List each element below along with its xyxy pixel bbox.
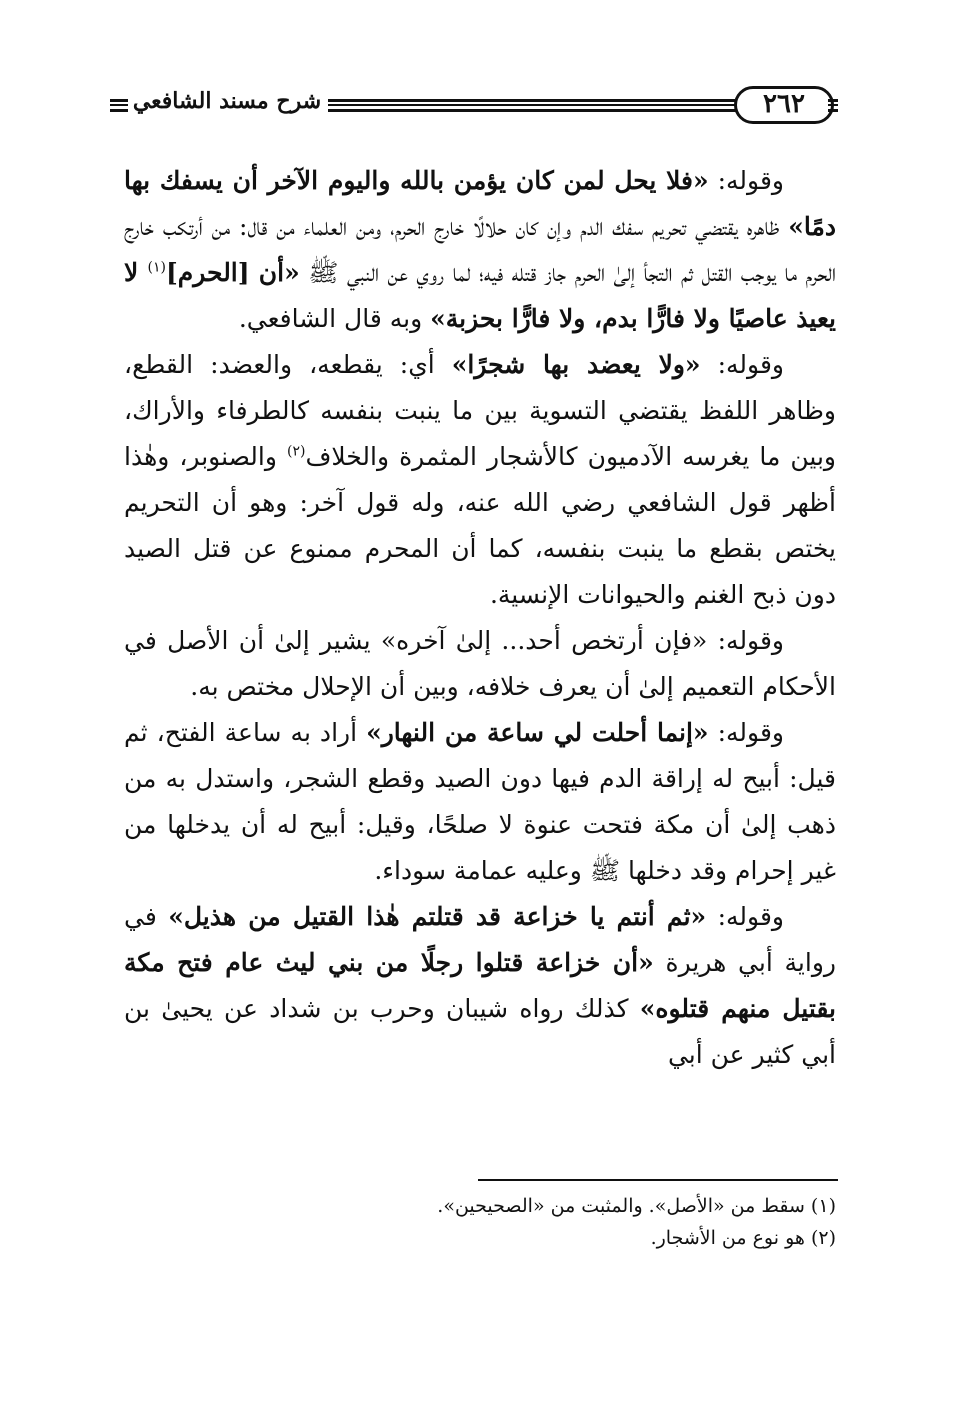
text-run: ظاهره يقتضي تحريم سفك الدم وإن كان حلالًا خارج الحرم، ومن العلماء من قال: من أرتكب خارج الحرم ما يوجب القتل ثم التجأ إلىٰ الحرم جاز قتله فيه؛ لما روي عن النبي ﷺ <box>124 212 837 287</box>
quoted-text: «فلا يحل لمن كان يؤمن بالله واليوم الآخر أن يسفك بها دمًا» <box>124 166 836 241</box>
text-run: وقوله: <box>708 166 784 195</box>
quoted-text: «أن خزاعة قتلوا رجلًا من بني ليث عام فتح مكة بقتيل منهم قتلوه» <box>124 948 836 1023</box>
book-title: شرح مسند الشافعي <box>132 88 322 114</box>
text-run: في رواية أبي هريرة <box>124 902 836 977</box>
text-run: أراد به ساعة الفتح، ثم قيل: أبيح له إراقة الدم فيها دون الصيد وقطع الشجر، واستدل به من ذهب إلىٰ أن مكة فتحت عنوة لا صلحًا، وقيل: أبيح له أن يدخلها من غير إحرام وقد دخلها ﷺ وعليه عمامة سوداء. <box>124 718 836 885</box>
footnote: (٢) هو نوع من الأشجار. <box>650 1227 836 1249</box>
quoted-text: «إنما أحلت لي ساعة من النهار» <box>366 718 709 747</box>
header-rule-right <box>828 99 838 113</box>
paragraph <box>124 710 836 894</box>
text-run: والصنوبر، وهٰذا أظهر قول الشافعي رضي الله عنه، وله قول آخر: وهو أن التحريم يختص بقطع ما ينبت بنفسه، كما أن المحرم ممنوع عن قتل الصيد دون ذبح الغنم والحيوانات الإنسية. <box>124 442 836 609</box>
footnote-separator <box>478 1179 838 1181</box>
page-header <box>110 80 838 134</box>
footnote: (١) سقط من «الأصل». والمثبت من «الصحيحين». <box>437 1195 836 1217</box>
text-run: وقوله: «فإن أرتخص أحد... إلىٰ آخره» يشير إلىٰ أن الأصل في الأحكام التعميم إلىٰ أن يعرف خلافه، وبين أن الإحلال مختص به. <box>124 626 836 701</box>
paragraph <box>124 158 836 342</box>
paragraph <box>124 342 836 618</box>
text-run: أي: يقطعه، والعضد: القطع، وظاهر اللفظ يقتضي التسوية بين ما ينبت بنفسه كالطرفاء والأراك، وبين ما يغرسه الآدميون كالأشجار المثمرة والخلاف <box>124 350 836 471</box>
footnote-marker: (١) <box>147 259 166 276</box>
text-run: وقوله: <box>700 350 784 379</box>
footnote-marker: (٢) <box>286 443 306 460</box>
paragraph <box>124 618 836 710</box>
text-run: كذلك رواه شيبان وحرب بن شداد عن يحيىٰ بن أبي كثير عن أبي <box>124 994 836 1069</box>
page-number: ٢٦٢ <box>734 86 834 124</box>
text-run: وبه قال الشافعي. <box>238 304 431 333</box>
quoted-text: «ثم أنتم يا خزاعة قد قتلتم هٰذا القتيل من هذيل» <box>168 902 707 931</box>
text-run: وقوله: <box>706 902 784 931</box>
quoted-text: «أن [الحرم] <box>165 258 300 287</box>
text-run: وقوله: <box>708 718 784 747</box>
header-rule-left <box>110 99 128 113</box>
paragraph <box>124 894 836 1078</box>
quoted-text: «ولا يعضد بها شجرًا» <box>451 350 701 379</box>
header-rule-middle <box>328 99 760 113</box>
main-text <box>124 158 836 1078</box>
footnotes <box>300 1190 836 1254</box>
quoted-text: لا يعيذ عاصيًا ولا فارًّا بدم، ولا فارًّا بحزبة» <box>124 258 836 333</box>
